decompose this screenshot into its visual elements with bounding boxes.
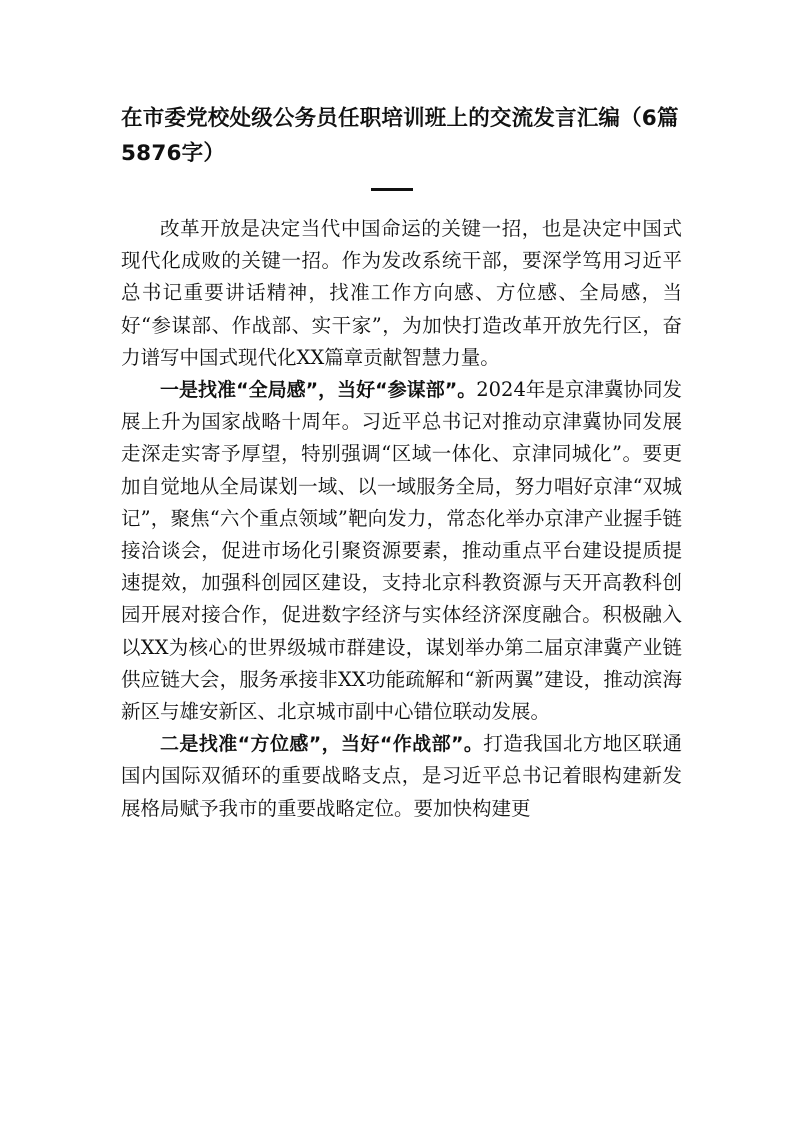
paragraph-text: 改革开放是决定当代中国命运的关键一招，也是决定中国式现代化成败的关键一招。作为发改系统干部，要深学笃用习近平总书记重要讲话精神，找准工作方向感、方位感、全局感，当好“参谋部、作战部、实干家”，为加快打造改革开放先行区，奋力谱写中国式现代化XX篇章贡献智慧力量。 xyxy=(121,217,682,369)
paragraph-position-view xyxy=(121,728,682,825)
paragraph-lead: 二是找准“方位感”，当好“作战部”。 xyxy=(160,733,484,756)
paragraph-lead: 一是找准“全局感”，当好“参谋部”。 xyxy=(160,379,477,402)
section-number-text xyxy=(371,188,372,189)
paragraph-text: 打造我国北方地区联通国内国际双循环的重要战略支点，是习近平总书记着眼构建新发展格局赋予我市的重要战略定位。要加快构建更 xyxy=(121,732,682,820)
paragraph-overall-view xyxy=(121,374,682,728)
section-number xyxy=(371,188,413,191)
paragraph-intro xyxy=(121,213,682,374)
document-body xyxy=(121,213,682,825)
paragraph-text: 2024年是京津冀协同发展上升为国家战略十周年。习近平总书记对推动京津冀协同发展走深走实寄予厚望，特别强调“区域一体化、京津同城化”。要更加自觉地从全局谋划一域、以一域服务全局，努力唱好京津“双城记”，聚焦“六个重点领域”靶向发力，常态化举办京津产业握手链接洽谈会，促进市场化引聚资源要素，推动重点平台建设提质提速提效，加强科创园区建设，支持北京科教资源与天开高教科创园开展对接合作，促进数字经济与实体经济深度融合。积极融入以XX为核心的世界级城市群建设，谋划举办第二届京津冀产业链供应链大会，服务承接非XX功能疏解和“新两翼”建设，推动滨海新区与雄安新区、北京城市副中心错位联动发展。 xyxy=(121,378,682,724)
document-title: 在市委党校处级公务员任职培训班上的交流发言汇编（6篇5876字） xyxy=(121,106,679,166)
